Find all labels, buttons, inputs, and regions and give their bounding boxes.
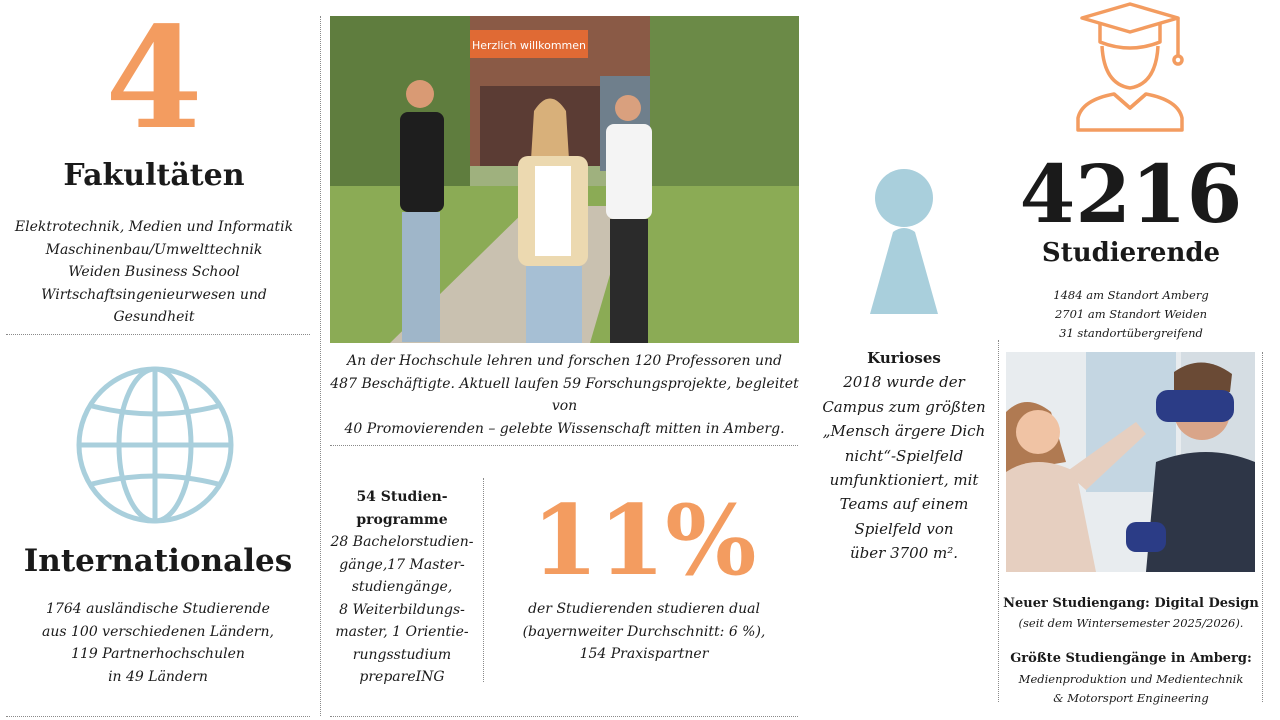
dual-line: der Studierenden studieren dual <box>528 601 760 617</box>
curious-line: über 3700 m². <box>849 544 959 563</box>
programmes-line: 28 Bachelorstudien- <box>330 534 474 550</box>
curious-title: Kurioses <box>867 349 941 367</box>
international-line: aus 100 verschiedenen Ländern, <box>42 623 274 640</box>
curious-line: Spielfeld von <box>854 519 954 538</box>
campus-photo <box>330 16 799 343</box>
curious-line: „Mensch ärgere Dich <box>822 422 986 441</box>
largest-programmes-block <box>1000 648 1262 708</box>
international-title: Internationales <box>23 543 293 579</box>
largest-programmes-line: & Motorsport Engineering <box>1053 691 1209 705</box>
faculties-title: Fakultäten <box>63 158 245 193</box>
students-location-line: 2701 am Standort Weiden <box>1054 307 1208 321</box>
faculty-item: Weiden Business School <box>68 264 240 280</box>
faculties-number: 4 <box>105 0 203 161</box>
divider-programmes <box>483 478 484 682</box>
programmes-line: studiengänge, <box>351 579 453 595</box>
new-programme-subtitle: (seit dem Wintersemester 2025/2026). <box>1018 616 1244 630</box>
students-location-line: 31 standortübergreifend <box>1059 326 1203 340</box>
game-piece-icon <box>866 168 942 316</box>
dual-line: 154 Praxispartner <box>579 646 709 662</box>
faculty-item: Wirtschaftsingenieurwesen und Gesundheit <box>41 286 267 325</box>
dual-number: 11% <box>531 484 757 597</box>
globe-icon <box>74 364 236 526</box>
divider-faculties <box>6 334 310 335</box>
divider-right-edge <box>1262 352 1263 702</box>
international-line: 119 Partnerhochschulen <box>71 646 245 662</box>
programmes-line: gänge,17 Master- <box>339 556 465 573</box>
faculty-item: Maschinenbau/Umwelttechnik <box>45 241 263 258</box>
programmes-title-line: programme <box>356 511 448 528</box>
curious-line: Campus zum größten <box>822 397 986 416</box>
dual-line: (bayernweiter Durchschnitt: 6 %), <box>522 623 766 640</box>
curious-line: 2018 wurde der <box>843 373 965 392</box>
divider-right-column <box>998 340 999 702</box>
curious-line: Teams auf einem <box>839 495 969 514</box>
divider-international-bottom <box>6 716 310 717</box>
programmes-block <box>328 486 476 689</box>
faculties-list <box>0 216 308 329</box>
students-locations <box>1000 286 1262 343</box>
curious-block <box>818 346 990 566</box>
student-right <box>606 95 652 343</box>
curious-line: umfunktioniert, mit <box>829 471 979 490</box>
programmes-line: 8 Weiterbildungs- <box>339 601 465 618</box>
programmes-line: rungsstudium <box>352 646 452 663</box>
largest-programmes-title: Größte Studiengänge in Amberg: <box>1010 651 1252 666</box>
divider-research <box>330 445 798 446</box>
graduate-icon <box>1074 2 1186 134</box>
international-line: in 49 Ländern <box>108 668 208 685</box>
new-programme-title: Neuer Studiengang: Digital Design <box>1003 596 1259 611</box>
research-text <box>330 350 799 440</box>
faculty-item: Elektrotechnik, Medien und Informatik <box>14 219 294 235</box>
student-left <box>400 80 444 342</box>
programmes-title-line: 54 Studien- <box>356 489 448 505</box>
international-text <box>0 598 316 688</box>
divider-middle-bottom <box>330 716 798 717</box>
international-line: 1764 ausländische Studierende <box>46 601 270 617</box>
research-line: 40 Promovierenden – gelebte Wissenschaft mitten in Amberg. <box>344 420 785 437</box>
students-location-line: 1484 am Standort Amberg <box>1053 288 1209 302</box>
dual-text <box>496 598 792 666</box>
vr-photo <box>1006 352 1255 572</box>
research-line: 487 Beschäftigte. Aktuell laufen 59 Forschungsprojekte, begleitet von <box>330 375 799 414</box>
students-number: 4216 <box>1019 147 1243 241</box>
curious-line: nicht“-Spielfeld <box>844 446 964 465</box>
divider-left-column <box>320 16 321 716</box>
welcome-sign: Herzlich willkommen <box>471 39 587 52</box>
research-line: An der Hochschule lehren und forschen 120 Professoren und <box>347 353 782 369</box>
programmes-line: master, 1 Orientie- <box>335 624 469 640</box>
largest-programmes-line: Medienproduktion und Medientechnik <box>1018 672 1244 686</box>
programmes-line: prepareING <box>359 669 445 685</box>
new-programme-block <box>1000 594 1262 633</box>
students-title: Studierende <box>1041 238 1221 268</box>
